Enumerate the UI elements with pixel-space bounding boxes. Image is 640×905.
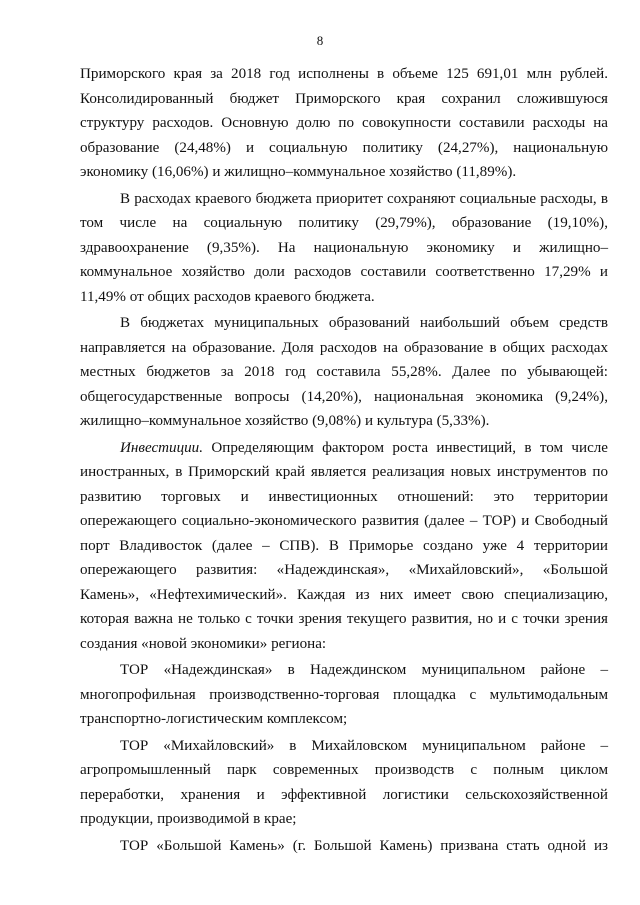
investments-text: Определяющим фактором роста инвестиций, в том числе иностранных, в Приморский край является реализация новых инструментов по развитию торговых и инвестиционных отношений: это территории опережающего социально-экономического развития (далее – ТОР) и Свободный порт Владивосток (далее – СПВ). В Приморье создано уже 4 территории опережающего развития: «Надеждинская», «Михайловский», «Большой Камень», «Нефтехимический». Каждая из них имеет свою специализацию, которая важна не только с точки зрения текущего развития, но и с точки зрения создания «новой экономики» региона: bbox=[80, 439, 608, 652]
paragraph-budget-execution: Приморского края за 2018 год исполнены в объеме 125 691,01 млн рублей. Консолидированный бюджет Приморского края сохранил сложившуюся структуру расходов. Основную долю по совокупности составили расходы на образование (24,48%) и социальную политику (24,27%), национальную экономику (16,06%) и жилищно–коммунальное хозяйство (11,89%). bbox=[80, 66, 608, 180]
paragraph-tor-nadezhdinskaya: ТОР «Надеждинская» в Надеждинском муниципальном районе – многопрофильная производственно-торговая площадка с мультимодальным транспортно-логистическим комплексом; bbox=[80, 662, 608, 727]
paragraph-tor-mikhaylovsky: ТОР «Михайловский» в Михайловском муниципальном районе – агропромышленный парк современных производств с полным циклом переработки, хранения и эффективной логистики сельскохозяйственной продукции, производимой в крае; bbox=[80, 737, 608, 827]
paragraph-investments bbox=[80, 436, 608, 657]
investments-heading: Инвестиции. bbox=[120, 439, 204, 456]
paragraph-tor-bolshoy-kamen: ТОР «Большой Камень» (г. Большой Камень) призвана стать одной из bbox=[120, 837, 608, 854]
document-body bbox=[80, 62, 608, 860]
page-number: 8 bbox=[316, 33, 324, 48]
paragraph-regional-budget: В расходах краевого бюджета приоритет сохраняют социальные расходы, в том числе на социальную политику (29,79%), образование (19,10%), здравоохранение (9,35%). На национальную экономику и жилищно–коммунальное хозяйство доли расходов составили соответственно 17,29% и 11,49% от общих расходов краевого бюджета. bbox=[80, 190, 608, 305]
paragraph-municipal-budgets: В бюджетах муниципальных образований наибольший объем средств направляется на образование. Доля расходов на образование в общих расходах местных бюджетов за 2018 год составила 55,28%. Далее по убывающей: общегосударственные вопросы (14,20%), национальная экономика (9,24%), жилищно–коммунальное хозяйство (9,08%) и культура (5,33%). bbox=[80, 315, 608, 429]
